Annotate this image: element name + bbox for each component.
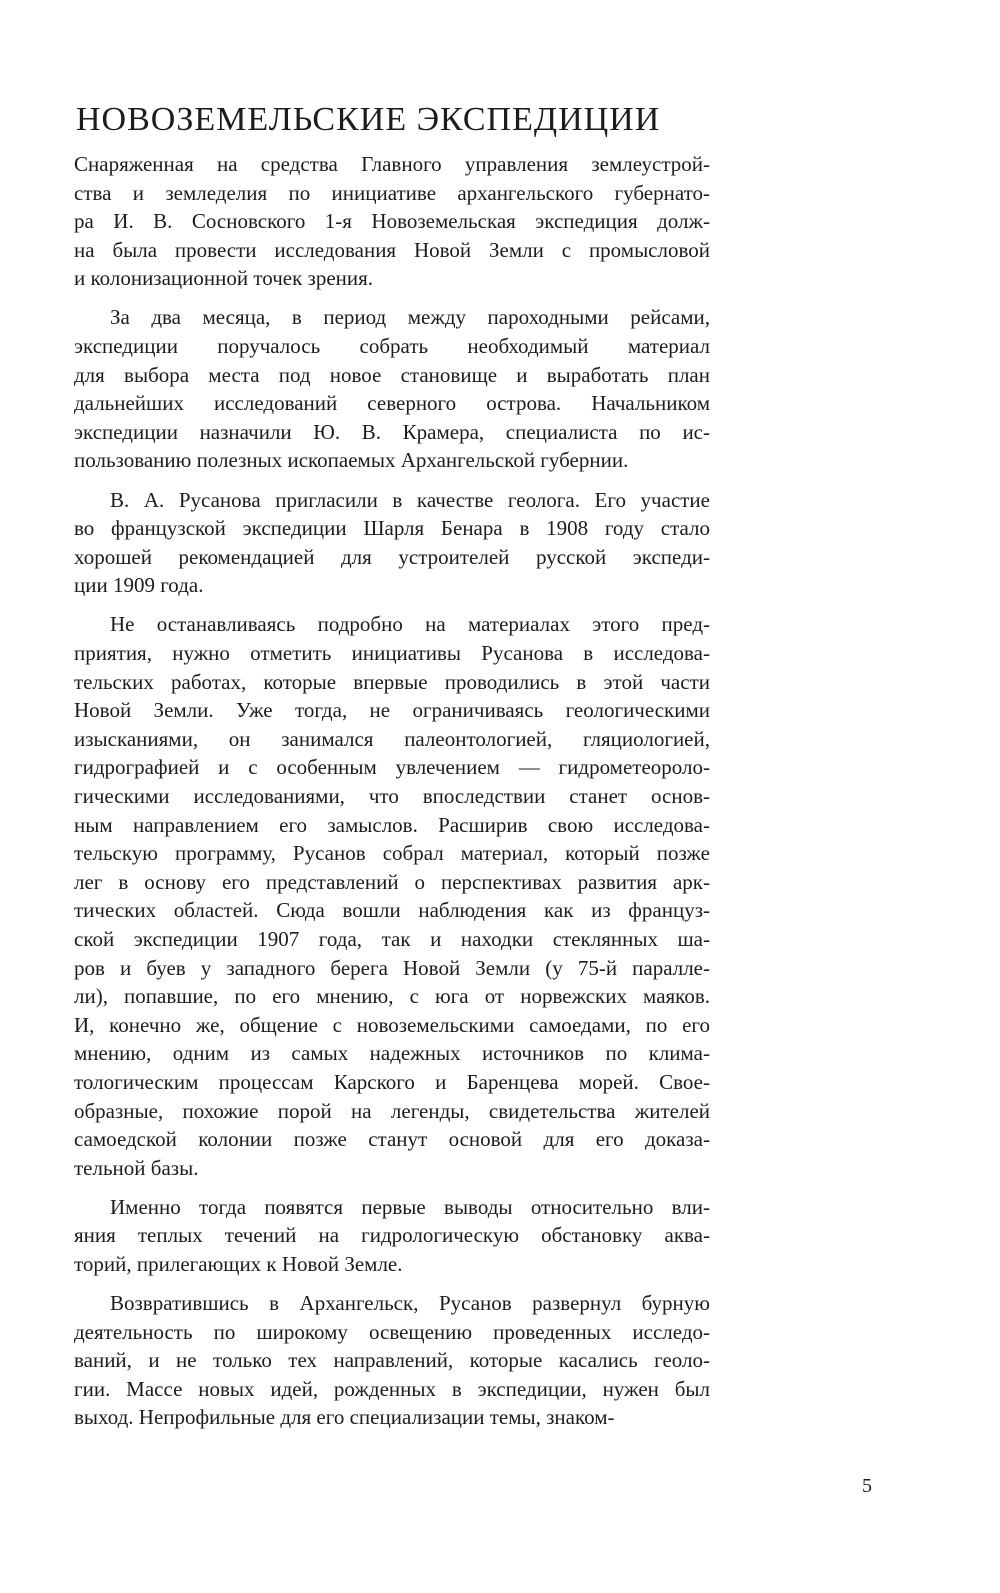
text-line: тологическим процессам Карского и Баренцева морей. Свое- — [74, 1069, 710, 1094]
text-line: гидрографией и с особенным увлечением — гидрометеороло- — [74, 755, 710, 780]
text-line: ства и земледелия по инициативе архангельского губернато- — [74, 180, 710, 205]
text-line: Снаряженная на средства Главного управления землеустрой- — [74, 152, 710, 176]
text-line: изысканиями, он занимался палеонтологией, гляциологией, — [74, 726, 710, 751]
paragraph — [74, 486, 710, 600]
text-line: экспедиции назначили Ю. В. Крамера, специалиста по ис- — [74, 419, 710, 444]
page-number: 5 — [862, 1475, 872, 1497]
text-line: тических областей. Сюда вошли наблюдения как из француз- — [74, 898, 710, 923]
paragraph — [74, 1289, 710, 1432]
text-line: тельских работах, которые впервые проводились в этой части — [74, 669, 710, 694]
paragraph — [74, 1193, 710, 1279]
text-line: ров и буев у западного берега Новой Земли (у 75-й паралле- — [74, 955, 710, 980]
text-line: Возвратившись в Архангельск, Русанов развернул бурную — [110, 1291, 710, 1316]
text-line: ным направлением его замыслов. Расширив свою исследова- — [74, 812, 710, 837]
text-line: во французской экспедиции Шарля Бенара в 1908 году стало — [74, 516, 710, 541]
body-text — [74, 150, 710, 1443]
text-line: лег в основу его представлений о перспективах развития арк- — [74, 869, 710, 894]
text-line: И, конечно же, общение с новоземельскими самоедами, по его — [74, 1012, 710, 1037]
text-line: выход. Непрофильные для его специализации темы, знаком- — [74, 1405, 615, 1430]
text-line: на была провести исследования Новой Земли с промысловой — [74, 237, 710, 262]
text-line: ваний, и не только тех направлений, которые касались геоло- — [74, 1348, 710, 1373]
paragraph — [74, 610, 710, 1182]
text-line: ской экспедиции 1907 года, так и находки стеклянных ша- — [74, 926, 710, 951]
text-line: гическими исследованиями, что впоследствии станет основ- — [74, 783, 710, 808]
text-line: Именно тогда появятся первые выводы относительно вли- — [110, 1194, 710, 1219]
text-line: В. А. Русанова пригласили в качестве геолога. Его участие — [110, 487, 710, 512]
text-line: ли), попавшие, по его мнению, с юга от норвежских маяков. — [74, 984, 710, 1009]
text-line: За два месяца, в период между пароходными рейсами, — [110, 305, 710, 330]
text-line: тельскую программу, Русанов собрал материал, который позже — [74, 841, 710, 866]
text-line: дальнейших исследований северного острова. Начальником — [74, 391, 710, 416]
text-line: Не останавливаясь подробно на материалах этого пред- — [110, 612, 710, 637]
paragraph — [74, 150, 710, 293]
text-line: гии. Массе новых идей, рожденных в экспедиции, нужен был — [74, 1376, 710, 1401]
text-line: экспедиции поручалось собрать необходимый материал — [74, 334, 710, 359]
text-line: деятельность по широкому освещению проведенных исследо- — [74, 1319, 710, 1344]
text-line: образные, похожие порой на легенды, свидетельства жителей — [74, 1098, 710, 1123]
text-line: ра И. В. Сосновского 1-я Новоземельская экспедиция долж- — [74, 209, 710, 234]
text-line: яния теплых течений на гидрологическую обстановку аква- — [74, 1223, 710, 1248]
text-line: Новой Земли. Уже тогда, не ограничиваясь геологическими — [74, 698, 710, 723]
text-line: тельной базы. — [74, 1155, 199, 1180]
text-line: и колонизационной точек зрения. — [74, 266, 374, 291]
chapter-title: НОВОЗЕМЕЛЬСКИЕ ЭКСПЕДИЦИИ — [76, 101, 661, 138]
text-line: хорошей рекомендацией для устроителей русской экспеди- — [74, 544, 710, 569]
text-line: для выбора места под новое становище и выработать план — [74, 362, 710, 387]
paragraph — [74, 303, 710, 475]
text-line: самоедской колонии позже станут основой для его доказа- — [74, 1127, 710, 1152]
text-line: ции 1909 года. — [74, 573, 204, 598]
text-line: пользованию полезных ископаемых Архангельской губернии. — [74, 448, 629, 473]
text-line: торий, прилегающих к Новой Земле. — [74, 1251, 403, 1276]
text-line: мнению, одним из самых надежных источников по клима- — [74, 1041, 710, 1066]
text-line: приятия, нужно отметить инициативы Русанова в исследова- — [74, 641, 710, 665]
